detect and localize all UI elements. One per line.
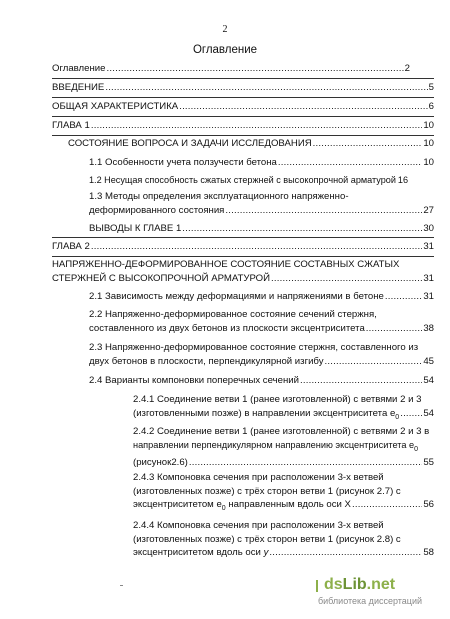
toc-entry-page: 31 <box>423 272 434 284</box>
toc-entry-text: 1.3 Методы определения эксплуатационного напряженно- <box>89 191 349 202</box>
toc-entry-page: 10 <box>423 138 434 149</box>
toc-entry-page: 10 <box>423 120 434 131</box>
separator <box>52 237 434 238</box>
leader-dots <box>91 119 422 133</box>
toc-entry-page: 27 <box>423 204 434 216</box>
toc-entry-text: 2.4.4 Компоновка сечения при расположении 3-х ветвей <box>133 520 384 531</box>
watermark-subtitle: библиотека диссертаций <box>318 596 423 606</box>
leader-dots <box>182 222 422 236</box>
toc-entry-text-cont: (изготовленными позже) в направлении эксцентриситета $e_0$ <box>133 407 400 421</box>
leader-dots <box>269 546 422 560</box>
toc-entry[interactable] <box>89 156 434 170</box>
toc-entry[interactable] <box>52 240 434 254</box>
toc-entry-page: 38 <box>423 322 434 334</box>
toc-entry-text: ОБЩАЯ ХАРАКТЕРИСТИКА <box>52 101 179 112</box>
toc-entry[interactable] <box>89 190 434 217</box>
toc-entry-text-cont: (рисунок2.6) <box>133 456 188 468</box>
toc-entry-page: 6 <box>428 101 434 112</box>
toc-entry-page: 16 <box>397 175 409 185</box>
toc-entry[interactable] <box>89 341 434 368</box>
toc-entry-text-cont: направлении перпендикулярном направлению эксцентриситета $e_0$ <box>133 439 419 453</box>
toc-entry-text: Оглавление <box>52 63 106 74</box>
leader-dots <box>325 355 423 369</box>
leader-dots <box>278 156 422 170</box>
toc-entry-page: 54 <box>423 407 434 419</box>
subscript: 0 <box>395 413 400 421</box>
leader-dots <box>313 137 423 151</box>
toc-entry[interactable] <box>89 374 434 388</box>
leader-dots <box>91 240 422 254</box>
toc-entry-page: 56 <box>423 499 434 510</box>
toc-entry-text-cont: (изготовленных позже) с трёх сторон ветви 1 (рисунок 2.7) с <box>133 485 401 497</box>
toc-entry[interactable] <box>133 425 434 469</box>
toc-entry[interactable] <box>52 258 434 285</box>
toc-entry-text-cont: деформированного состояния <box>89 204 225 216</box>
leader-dots <box>271 272 422 286</box>
toc-entry-text: 2.4 Варианты компоновки поперечных сечений <box>89 375 299 386</box>
toc-entry-page: 5 <box>428 82 434 93</box>
toc-entry-text: 1.2 Несущая способность сжатых стержней с высокопрочной арматурой <box>89 175 396 185</box>
toc-entry-text-cont: (изготовленных позже) с трёх сторон ветви 1 (рисунок 2.8) с <box>133 533 401 545</box>
toc-entry-page: 2 <box>404 63 410 74</box>
page-title: Оглавление <box>192 44 258 56</box>
toc-entry-text: ВЫВОДЫ К ГЛАВЕ 1 <box>89 223 182 234</box>
toc-entry[interactable] <box>133 393 434 424</box>
separator <box>52 97 434 98</box>
toc-entry[interactable] <box>52 100 434 114</box>
toc-entry-text: 2.1 Зависимость между деформациями и напряжениями в бетоне <box>89 291 384 302</box>
bookmark-icon <box>316 580 323 592</box>
leader-dots <box>189 456 422 470</box>
leader-dots <box>225 204 422 218</box>
toc-entry-text-cont: двух бетонов в плоскости, перпендикулярной изгибу <box>89 355 324 367</box>
toc-entry-text: 2.3 Напряженно-деформированное состояние стержня, составленного из <box>89 342 419 353</box>
leader-dots <box>366 322 423 336</box>
toc-entry-page: 31 <box>423 291 434 302</box>
leader-dots <box>352 498 422 512</box>
toc-entry-text: 1.1 Особенности учета ползучести бетона <box>89 157 277 168</box>
toc-entry[interactable] <box>133 471 434 515</box>
toc-entry-text-cont: эксцентриситетом вдоль оси y <box>133 547 269 558</box>
leader-dots <box>179 100 427 114</box>
toc-entry[interactable] <box>89 222 434 236</box>
toc-entry-text: 2.4.3 Компоновка сечения при расположении 3-х ветвей <box>133 472 384 483</box>
toc-entry-text: ВВЕДЕНИЕ <box>52 82 105 93</box>
separator <box>52 256 434 257</box>
toc-entry[interactable] <box>89 308 434 335</box>
toc-entry-page: 55 <box>423 456 434 468</box>
toc-entry[interactable] <box>133 519 434 560</box>
dslib-watermark[interactable] <box>318 576 444 612</box>
page-number: 2 <box>222 24 228 35</box>
toc-entry-text-cont: эксцентриситетом $e_0$ направленным вдоль оси X <box>133 499 351 512</box>
toc-entry-page: 45 <box>423 355 434 367</box>
toc-entry-page: 10 <box>423 157 434 168</box>
subscript: 0 <box>221 504 226 512</box>
toc-entry-text: 2.2 Напряженно-деформированное состояние сечений стержня, <box>89 309 377 320</box>
toc-entry-text-cont: составленного из двух бетонов из плоскости эксцентриситета <box>89 322 365 334</box>
toc-entry-text: 2.4.2 Соединение ветви 1 (ранее изготовленной) с ветвями 2 и 3 в <box>133 426 430 437</box>
toc-entry[interactable] <box>68 137 434 151</box>
watermark-logo: dsLib.net <box>324 576 396 593</box>
toc-entry[interactable] <box>52 119 434 133</box>
toc-entry[interactable] <box>52 81 434 95</box>
subscript: 0 <box>414 445 419 453</box>
toc-entry-page: 58 <box>423 547 434 558</box>
toc-entry[interactable] <box>89 290 434 304</box>
leader-dots <box>105 81 427 95</box>
leader-dots <box>300 374 422 388</box>
separator <box>52 135 434 136</box>
toc-entry-text: СОСТОЯНИЕ ВОПРОСА И ЗАДАЧИ ИССЛЕДОВАНИЯ <box>68 138 312 149</box>
toc-entry-text: НАПРЯЖЕННО-ДЕФОРМИРОВАННОЕ СОСТОЯНИЕ СОСТАВНЫХ СЖАТЫХ <box>52 259 400 270</box>
toc-entry-page: 54 <box>423 375 434 386</box>
toc-entry[interactable] <box>89 174 434 188</box>
toc-entry-text: ГЛАВА 1 <box>52 120 90 131</box>
leader-dots <box>400 407 422 421</box>
toc-entry[interactable] <box>52 62 410 76</box>
separator <box>52 116 434 117</box>
toc-entry-page: 30 <box>423 223 434 234</box>
separator <box>52 78 434 79</box>
toc-entry-text: ГЛАВА 2 <box>52 241 90 252</box>
toc-entry-text-cont: СТЕРЖНЕЙ С ВЫСОКОПРОЧНОЙ АРМАТУРОЙ <box>52 272 271 284</box>
toc-entry-page: 31 <box>423 241 434 252</box>
toc-entry-text: 2.4.1 Соединение ветви 1 (ранее изготовленной) с ветвями 2 и 3 <box>133 394 422 405</box>
leader-dots <box>385 290 422 304</box>
scan-mark <box>120 585 123 586</box>
leader-dots <box>107 62 404 76</box>
